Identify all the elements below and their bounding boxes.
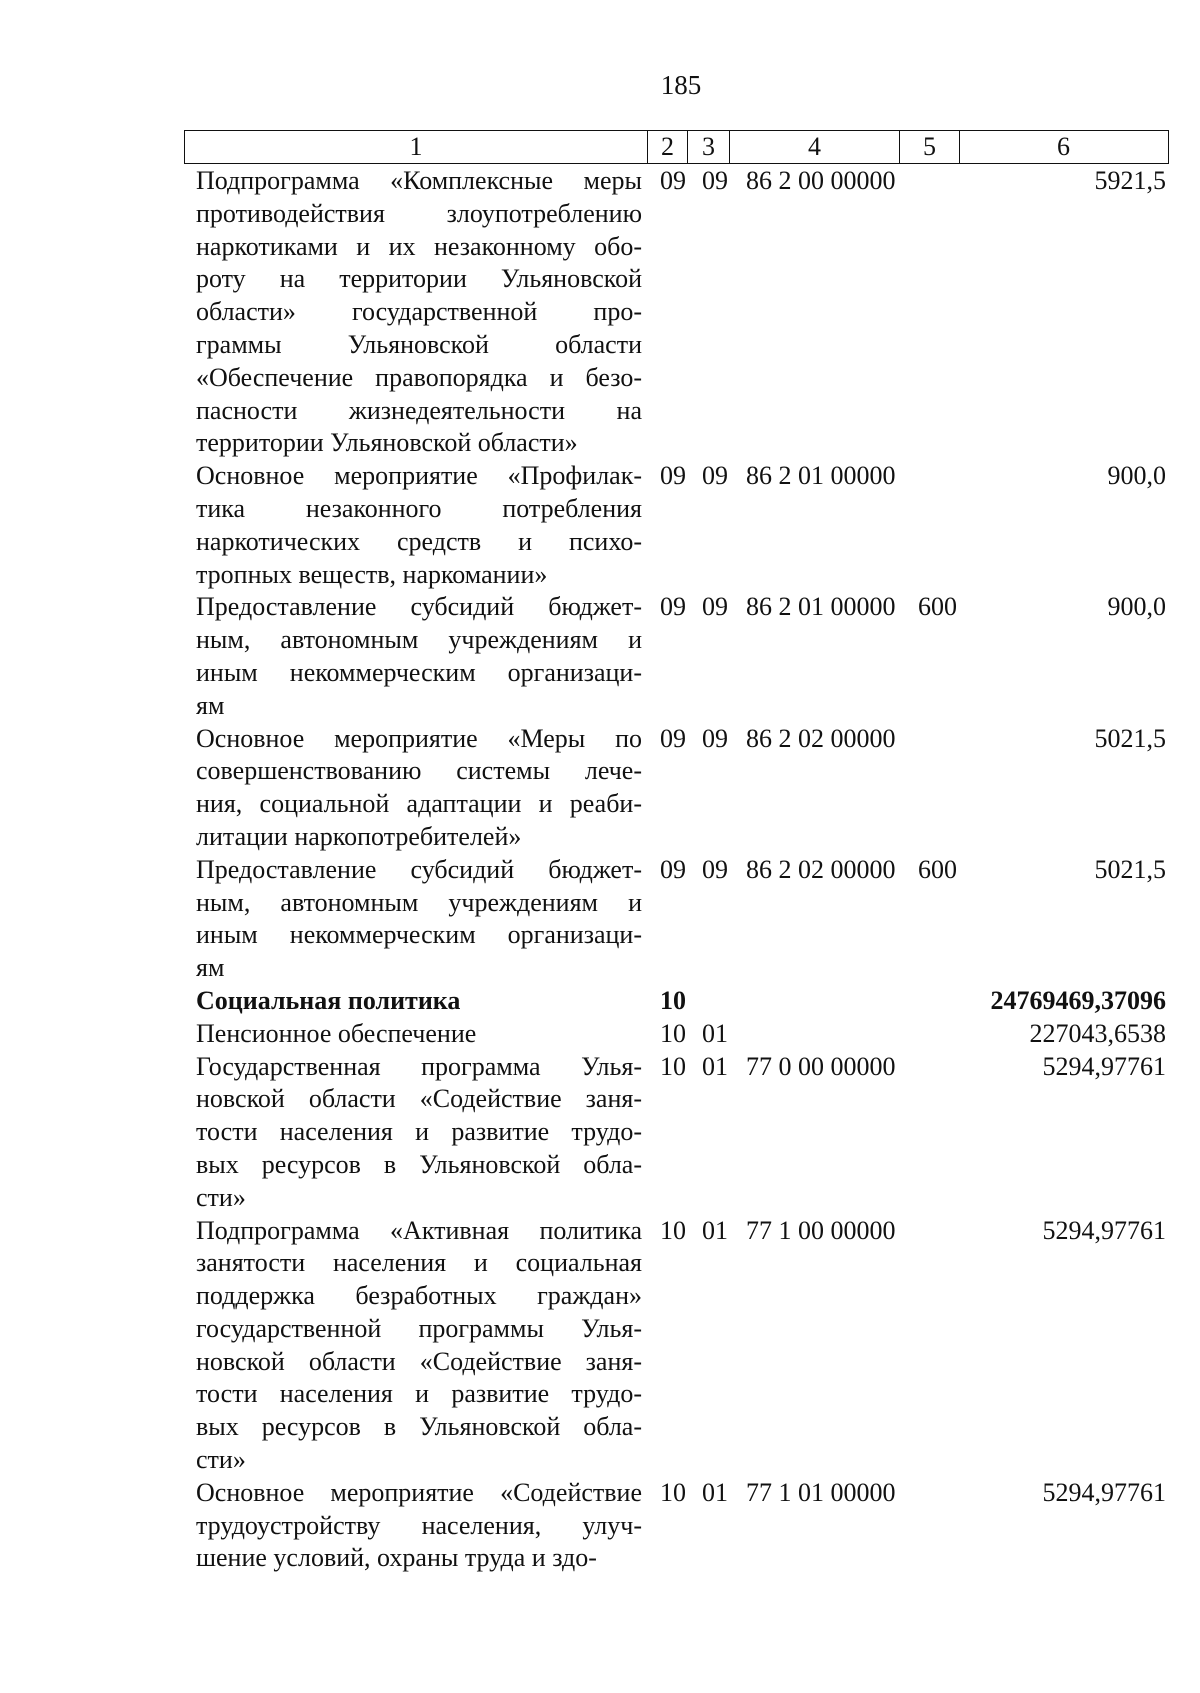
description-line: Основное мероприятие «Содействие [196,1477,642,1507]
description-line: сти» [196,1445,246,1475]
cell-c6: 5021,5 [1094,723,1166,753]
page-number: 185 [660,70,702,100]
cell-c2: 10 [660,1018,686,1048]
cell-c5: 600 [918,592,957,622]
description-line: совершенствованию системы лече- [196,756,642,786]
row-description [196,854,642,985]
description-line: Подпрограмма «Активная политика [196,1215,642,1245]
cell-c2: 09 [660,592,686,622]
cell-c4: 77 1 01 00000 [746,1477,896,1507]
header-col-1: 1 [409,132,423,161]
table-row [0,591,1200,722]
description-line: Предоставление субсидий бюджет- [196,592,642,622]
cell-c6: 5021,5 [1094,854,1166,884]
table-row [0,1018,1200,1051]
description-line: литации наркопотребителей» [196,821,522,851]
description-line: ния, социальной адаптации и реаби- [196,789,642,819]
description-line: тика незаконного потребления [196,493,642,523]
cell-c6: 5921,5 [1094,166,1166,195]
table-row [0,854,1200,985]
cell-c4: 86 2 02 00000 [746,723,896,753]
cell-c3: 01 [702,1051,728,1081]
cell-c3: 09 [702,723,728,753]
cell-c6: 900,0 [1107,592,1166,622]
cell-c6: 5294,97761 [1042,1215,1166,1245]
cell-c2: 09 [660,166,686,195]
cell-c4: 86 2 02 00000 [746,854,896,884]
description-line: иным некоммерческим организаци- [196,657,642,687]
cell-c4: 86 2 01 00000 [746,461,896,491]
description-line: вых ресурсов в Ульяновской обла- [196,1412,642,1442]
description-line: роту на территории Ульяновской [196,264,642,294]
description-line: занятости населения и социальная [196,1248,642,1278]
cell-c3: 09 [702,461,728,491]
description-line: Пенсионное обеспечение [196,1018,477,1048]
description-line: «Обеспечение правопорядка и безо- [196,362,642,392]
row-description [196,1477,642,1575]
description-line: Государственная программа Улья- [196,1051,642,1081]
header-col-2: 2 [647,131,687,163]
description-line: Подпрограмма «Комплексные меры [196,166,642,195]
description-line: ям [196,953,225,983]
row-description [196,1215,642,1477]
cell-c2: 09 [660,461,686,491]
description-line: противодействия злоупотреблению [196,198,642,228]
cell-c6: 24769469,37096 [990,985,1166,1015]
description-line: Основное мероприятие «Меры по [196,723,642,753]
cell-c6: 227043,6538 [1029,1018,1166,1048]
description-line: пасности жизнедеятельности на [196,395,642,425]
cell-c4: 86 2 00 00000 [746,166,896,195]
row-description [196,165,642,460]
description-line: иным некоммерческим организаци- [196,920,642,950]
description-line: новской области «Содействие заня- [196,1346,642,1376]
description-line: ям [196,690,225,720]
description-line: тости населения и развитие трудо- [196,1379,642,1409]
header-col-3: 3 [687,131,729,163]
cell-c3: 01 [702,1477,728,1507]
cell-c3: 09 [702,854,728,884]
description-line: граммы Ульяновской области [196,329,642,359]
description-line: государственной программы Улья- [196,1313,642,1343]
description-line: тости населения и развитие трудо- [196,1117,642,1147]
description-line: ным, автономным учреждениям и [196,887,642,917]
header-col-5: 5 [899,131,959,163]
row-description [196,1051,642,1215]
table-row [0,1051,1200,1215]
row-description [196,1018,642,1051]
description-line: поддержка безработных граждан» [196,1281,642,1311]
table-row [0,460,1200,591]
table-body [0,165,1200,1575]
cell-c2: 09 [660,854,686,884]
row-description [196,985,642,1018]
description-line: новской области «Содействие заня- [196,1084,642,1114]
description-line: области» государственной про- [196,297,642,327]
description-line: Предоставление субсидий бюджет- [196,854,642,884]
cell-c2: 10 [660,1215,686,1245]
cell-c2: 10 [660,1051,686,1081]
table-row [0,985,1200,1018]
description-line: наркотических средств и психо- [196,526,642,556]
description-line: территории Ульяновской области» [196,428,578,458]
cell-c4: 77 1 00 00000 [746,1215,896,1245]
cell-c2: 10 [660,985,686,1015]
header-col-4: 4 [729,131,899,163]
description-line: сти» [196,1182,246,1212]
table-row [0,723,1200,854]
description-line: вых ресурсов в Ульяновской обла- [196,1149,642,1179]
table-row [0,1215,1200,1477]
description-line: тропных веществ, наркомании» [196,559,548,589]
cell-c2: 10 [660,1477,686,1507]
cell-c6: 5294,97761 [1042,1477,1166,1507]
cell-c4: 86 2 01 00000 [746,592,896,622]
row-description [196,723,642,854]
cell-c6: 900,0 [1107,461,1166,491]
description-line: наркотиками и их незаконному обо- [196,231,642,261]
description-line: Социальная политика [196,985,461,1015]
description-line: шение условий, охраны труда и здо- [196,1543,597,1573]
table-row [0,165,1200,460]
table-row [0,1477,1200,1575]
description-line: Основное мероприятие «Профилак- [196,461,642,491]
description-line: ным, автономным учреждениям и [196,625,642,655]
cell-c5: 600 [918,854,957,884]
row-description [196,460,642,591]
row-description [196,591,642,722]
cell-c3: 01 [702,1018,728,1048]
cell-c4: 77 0 00 00000 [746,1051,896,1081]
cell-c3: 09 [702,166,728,195]
table-header [184,130,1169,164]
cell-c6: 5294,97761 [1042,1051,1166,1081]
cell-c2: 09 [660,723,686,753]
cell-c3: 01 [702,1215,728,1245]
cell-c3: 09 [702,592,728,622]
header-col-6: 6 [959,131,1167,163]
description-line: трудоустройству населения, улуч- [196,1510,642,1540]
